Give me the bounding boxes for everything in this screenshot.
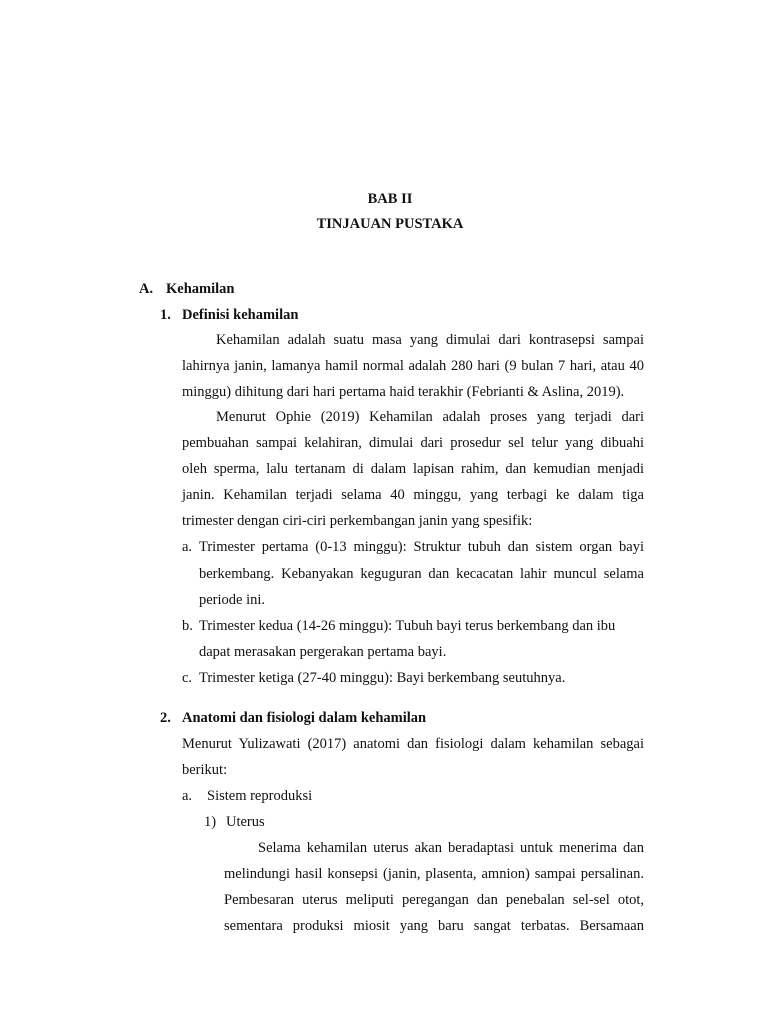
list-marker: a.	[182, 539, 193, 555]
paragraph-line: janin. Kehamilan terjadi selama 40 minggu, yang terbagi ke dalam tiga	[182, 487, 644, 503]
subsection-1-marker: 1.	[160, 307, 171, 323]
subsection-2-marker: 2.	[160, 710, 171, 726]
list-marker: c.	[182, 670, 193, 686]
paragraph-line: Selama kehamilan uterus akan beradaptasi untuk menerima dan	[258, 840, 644, 856]
paragraph-line: Pembesaran uterus meliputi peregangan dan penebalan sel-sel otot,	[224, 892, 644, 908]
list-item-line: berkembang. Kebanyakan keguguran dan kecacatan lahir muncul selama	[199, 566, 644, 582]
paragraph-line: oleh sperma, lalu tertanam di dalam lapisan rahim, dan kemudian menjadi	[182, 461, 644, 477]
paragraph-line: melindungi hasil konsepsi (janin, plasenta, amnion) sampai persalinan.	[224, 866, 644, 882]
list-item-line: Trimester ketiga (27-40 minggu): Bayi berkembang seutuhnya.	[199, 670, 566, 686]
list-item-line: Sistem reproduksi	[207, 788, 313, 804]
list-marker: a.	[182, 788, 193, 804]
subsection-1-heading: Definisi kehamilan	[182, 307, 299, 323]
chapter-title: TINJAUAN PUSTAKA	[316, 216, 464, 232]
list-marker: 1)	[204, 814, 217, 830]
list-item-line: periode ini.	[199, 592, 266, 608]
paragraph-line: pembuahan sampai kelahiran, dimulai dari prosedur sel telur yang dibuahi	[182, 435, 644, 451]
paragraph-line: Menurut Yulizawati (2017) anatomi dan fisiologi dalam kehamilan sebagai	[182, 736, 644, 752]
paragraph-line: lahirnya janin, lamanya hamil normal adalah 280 hari (9 bulan 7 hari, atau 40	[182, 358, 644, 374]
paragraph-line: berikut:	[182, 762, 228, 778]
subsection-2-heading: Anatomi dan fisiologi dalam kehamilan	[182, 710, 427, 726]
list-marker: b.	[182, 618, 193, 634]
section-a-marker: A.	[139, 281, 154, 297]
section-a-heading: Kehamilan	[166, 281, 235, 297]
paragraph-line: Menurut Ophie (2019) Kehamilan adalah proses yang terjadi dari	[216, 409, 644, 425]
paragraph-line: minggu) dihitung dari hari pertama haid terakhir (Febrianti & Aslina, 2019).	[182, 384, 625, 400]
paragraph-line: trimester dengan ciri-ciri perkembangan janin yang spesifik:	[182, 513, 533, 529]
chapter-number: BAB II	[367, 191, 413, 207]
list-item-line: dapat merasakan pergerakan pertama bayi.	[199, 644, 447, 660]
paragraph-line: sementara produksi miosit yang baru sangat terbatas. Bersamaan	[224, 918, 644, 934]
paragraph-line: Kehamilan adalah suatu masa yang dimulai dari kontrasepsi sampai	[216, 332, 644, 348]
list-item-line: Trimester pertama (0-13 minggu): Struktur tubuh dan sistem organ bayi	[199, 539, 644, 555]
list-item-line: Uterus	[226, 814, 265, 830]
list-item-line: Trimester kedua (14-26 minggu): Tubuh bayi terus berkembang dan ibu	[199, 618, 616, 634]
